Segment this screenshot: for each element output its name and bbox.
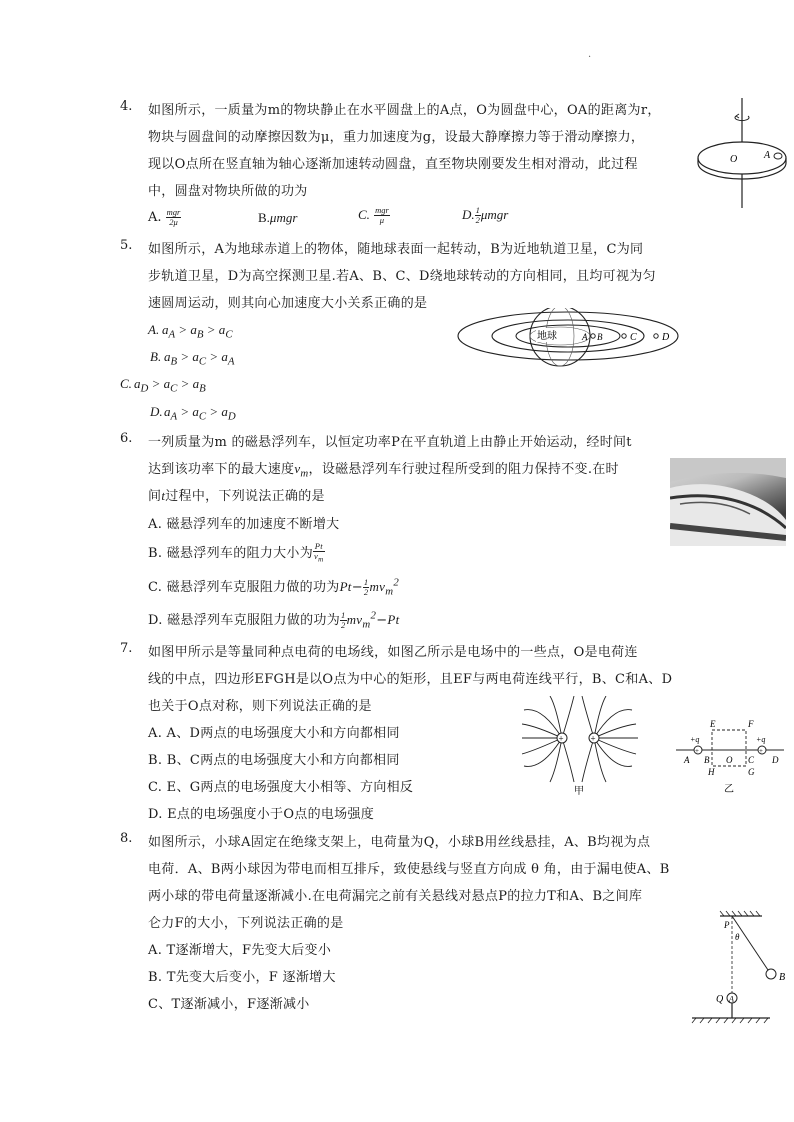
option-a: A. T逐渐增大，F先变大后变小 xyxy=(148,943,332,958)
question-text: 中，圆盘对物块所做的功为 xyxy=(148,184,308,199)
label-O: O xyxy=(730,154,738,165)
option-b: B. 磁悬浮列车的阻力大小为 $\frac{Pt}{v_m}$ xyxy=(148,541,324,564)
label-B: B xyxy=(704,755,710,765)
option-d: D. $\frac{1}{2}$ μmgr xyxy=(462,205,509,225)
fraction: $\frac{1}{2}$ xyxy=(341,610,346,630)
satellite-orbits-figure xyxy=(456,308,696,370)
svg-text:+: + xyxy=(590,733,596,744)
option-c: C. E、G两点的电场强度大小相等、方向相反 xyxy=(148,780,414,795)
rotating-disk-figure xyxy=(692,96,792,212)
question-text: 步轨道卫星，D为高空探测卫星.若A、B、C、D绕地球转动的方向相同，且均可视为匀 xyxy=(148,269,656,284)
option-d-formula: $a_A > a_C > a_D$ xyxy=(164,404,236,423)
option-c: C、T逐渐减小，F逐渐减小 xyxy=(148,997,310,1012)
label-A: A xyxy=(582,332,588,342)
question-number: 4. xyxy=(120,99,133,114)
option-a: A. A、D两点的电场强度大小和方向都相同 xyxy=(148,726,400,741)
field-lines-figure-jia xyxy=(522,696,640,796)
option-c: C. xyxy=(120,376,132,391)
label-earth: 地球 xyxy=(537,331,557,342)
fraction: $\frac{Pt}{v_m}$ xyxy=(314,541,324,564)
label-E: E xyxy=(710,719,716,729)
label-H: H xyxy=(708,767,715,777)
fraction: $\frac{\text{mgr}}{2\mu}$ xyxy=(166,207,181,227)
label-q2: +q xyxy=(756,735,766,744)
question-text: 仑力F的大小，下列说法正确的是 xyxy=(148,916,344,931)
label-A: A xyxy=(684,755,690,765)
label-C: C xyxy=(630,332,637,343)
label-Q: Q xyxy=(716,994,724,1005)
option-b-formula: $a_B > a_C > a_A$ xyxy=(164,349,235,368)
question-text: 也关于O点对称，则下列说法正确的是 xyxy=(148,699,372,714)
label-jia: 甲 xyxy=(574,786,584,796)
label-D: D xyxy=(772,755,779,765)
label-D: D xyxy=(662,332,670,343)
option-b: B. T先变大后变小，F 逐渐增大 xyxy=(148,970,336,985)
question-text: 如图所示，一质量为m的物块静止在水平圆盘上的A点，O为圆盘中心，OA的距离为r， xyxy=(148,103,661,118)
svg-text:+: + xyxy=(759,747,763,755)
option-b: B. B、C两点的电场强度大小和方向都相同 xyxy=(148,753,400,768)
label-q1: +q xyxy=(690,735,700,744)
label-theta: θ xyxy=(735,932,740,942)
option-c: C. $\frac{\text{mgr}}{\mu}$ xyxy=(358,205,389,225)
label-F: F xyxy=(748,719,754,729)
option-d: D. xyxy=(150,404,163,419)
question-number: 5. xyxy=(120,238,133,253)
question-text: 一列质量为m 的磁悬浮列车，以恒定功率P在平直轨道上由静止开始运动，经时间t xyxy=(148,435,632,450)
fraction: $\frac{\text{mgr}}{\mu}$ xyxy=(375,205,389,225)
option-c-formula: $a_D > a_C > a_B$ xyxy=(134,376,206,395)
question-number: 6. xyxy=(120,431,133,446)
question-text: 如图所示，A为地球赤道上的物体，随地球表面一起转动，B为近地轨道卫星，C为同 xyxy=(148,242,644,257)
question-text: 间t过程中，下列说法正确的是 xyxy=(148,488,325,504)
label-P: P xyxy=(724,920,730,930)
question-number: 8. xyxy=(120,831,133,846)
points-figure-yi xyxy=(672,712,786,796)
question-text: 物块与圆盘间的动摩擦因数为μ，重力加速度为g，设最大静摩擦力等于滑动摩擦力， xyxy=(148,130,645,145)
option-a-formula: $a_A > a_B > a_C$ xyxy=(162,322,233,341)
option-b: B. xyxy=(150,349,162,364)
option-a: A. 磁悬浮列车的加速度不断增大 xyxy=(148,517,340,532)
option-label: A. xyxy=(148,210,162,225)
question-number: 7. xyxy=(120,641,133,656)
question-text: 如图甲所示是等量同种点电荷的电场线，如图乙所示是电场中的一些点，O是电荷连 xyxy=(148,645,638,660)
svg-text:+: + xyxy=(558,733,564,744)
option-d: D. 磁悬浮列车克服阻力做的功为 $\frac{1}{2}$ $mv_m^2-Pt$ xyxy=(148,609,400,631)
label-C: C xyxy=(748,755,755,765)
question-text: 如图所示，小球A固定在绝缘支架上，电荷量为Q，小球B用丝线悬挂，A、B均视为点 xyxy=(148,835,651,850)
label-A: A xyxy=(729,994,734,1004)
label-G: G xyxy=(748,767,755,777)
fraction: $\frac{1}{2}$ xyxy=(475,205,480,225)
option-a xyxy=(148,208,181,227)
svg-text:+: + xyxy=(695,747,699,755)
label-A: A xyxy=(764,150,771,161)
question-text: 速圆周运动，则其向心加速度大小关系正确的是 xyxy=(148,296,428,311)
option-d: D. E点的电场强度小于O点的电场强度 xyxy=(148,807,375,822)
label-O: O xyxy=(726,755,733,765)
option-a: A. xyxy=(148,322,160,337)
maglev-train-photo xyxy=(670,458,786,546)
option-b: B.μmgr xyxy=(258,210,298,225)
label-B: B xyxy=(597,332,603,342)
page-mark: · xyxy=(588,52,592,63)
question-text: 两小球的带电荷量逐渐减小.在电荷漏完之前有关悬线对悬点P的拉力T和A、B之间库 xyxy=(148,889,643,904)
question-text: 达到该功率下的最大速度$v_m$，设磁悬浮列车行驶过程所受到的阻力保持不变.在时 xyxy=(148,461,619,480)
question-text: 线的中点，四边形EFGH是以O点为中心的矩形，且EF与两电荷连线平行，B、C和A、D xyxy=(148,672,673,687)
label-yi: 乙 xyxy=(724,784,734,795)
label-B: B xyxy=(779,972,786,983)
question-text: 电荷．A、B两小球因为带电而相互排斥，致使悬线与竖直方向成 θ 角，由于漏电使A、B xyxy=(148,862,670,877)
fraction: $\frac{1}{2}$ xyxy=(363,577,369,597)
question-text: 现以O点所在竖直轴为轴心逐渐加速转动圆盘，直至物块刚要发生相对滑动，此过程 xyxy=(148,157,638,172)
option-c: C. 磁悬浮列车克服阻力做的功为Pt− $\frac{1}{2}$ $mv_m^2$ xyxy=(148,576,400,598)
pendulum-figure xyxy=(684,908,788,1028)
